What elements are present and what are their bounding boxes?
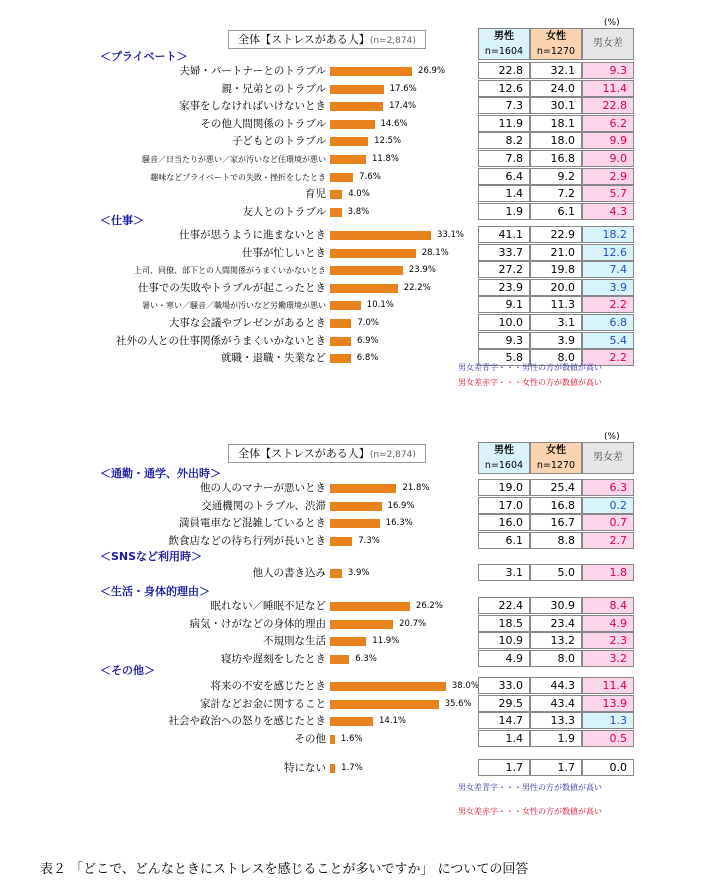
diff-value: 3.2: [582, 650, 634, 667]
bar-value-label: 3.9%: [347, 568, 370, 578]
bar-value-label: 17.6%: [389, 83, 417, 94]
bar: [330, 569, 342, 578]
female-value: 43.4: [530, 695, 582, 712]
female-column-header: [530, 442, 582, 474]
diff-value: 9.9: [582, 132, 634, 149]
row-label: 仕事が忙しいとき: [242, 246, 326, 259]
male-value: 7.8: [478, 150, 530, 167]
male-value: 29.5: [478, 695, 530, 712]
bar-value-label: 14.6%: [380, 118, 408, 129]
male-value: 1.9: [478, 203, 530, 220]
row-label: 仕事での失敗やトラブルが起こったとき: [137, 281, 326, 294]
row-label: 社外の人との仕事関係がうまくいかないとき: [116, 334, 326, 347]
bar: [330, 620, 393, 629]
female-value: 30.1: [530, 97, 582, 114]
male-value: 33.7: [478, 244, 530, 261]
female-value: 24.0: [530, 80, 582, 97]
row-label: 他人の書き込み: [252, 567, 326, 579]
row-label: 友人とのトラブル: [242, 205, 326, 218]
male-value: 33.0: [478, 677, 530, 694]
female-value: 8.0: [530, 650, 582, 667]
male-header-label: 男性: [494, 31, 514, 42]
male-value: 16.0: [478, 514, 530, 531]
table-row: [0, 696, 710, 713]
diff-value: 0.7: [582, 514, 634, 531]
row-label: 眠れない／睡眠不足など: [210, 600, 326, 612]
male-value: 1.4: [478, 730, 530, 747]
table-row: [0, 515, 710, 532]
bar: [330, 337, 351, 346]
female-column-header: [530, 28, 582, 60]
table-row: [0, 186, 710, 203]
row-label: 大事な会議やプレゼンがあるとき: [168, 317, 326, 329]
diff-value: 4.3: [582, 203, 634, 220]
diff-value: 2.2: [582, 296, 634, 313]
bar: [330, 764, 335, 773]
male-value: 11.9: [478, 115, 530, 132]
bar-value-label: 17.4%: [389, 101, 417, 112]
female-value: 16.7: [530, 514, 582, 531]
bar: [330, 602, 410, 611]
female-value: 21.0: [530, 244, 582, 261]
overall-header: [228, 444, 426, 463]
bar: [330, 637, 366, 646]
female-value: 5.0: [530, 564, 582, 581]
diff-value: 3.9: [582, 279, 634, 296]
male-value: 22.4: [478, 597, 530, 614]
female-value: 18.1: [530, 115, 582, 132]
category-label: ＜プライベート＞: [100, 50, 188, 63]
female-value: 9.2: [530, 168, 582, 185]
diff-value: 0.2: [582, 497, 634, 514]
note-red: 男女差赤字・・・女性の方が数値が高い: [458, 807, 602, 816]
male-value: 1.4: [478, 185, 530, 202]
female-value: 8.0: [530, 349, 582, 366]
table-row: [0, 760, 710, 777]
bar: [330, 354, 351, 363]
diff-value: 11.4: [582, 677, 634, 694]
female-value: 30.9: [530, 597, 582, 614]
bar-value-label: 16.9%: [387, 500, 415, 511]
diff-column-header: 男女差: [582, 28, 634, 60]
bar-value-label: 7.0%: [357, 318, 379, 328]
bar-value-label: 28.1%: [421, 247, 449, 258]
male-value: 6.1: [478, 532, 530, 549]
row-label: その他: [294, 732, 326, 745]
diff-value: 11.4: [582, 80, 634, 97]
row-label: 将来の不安を感じたとき: [210, 680, 326, 692]
bar: [330, 655, 349, 664]
male-value: 5.8: [478, 349, 530, 366]
note-blue: 男女差青字・・・男性の方が数値が高い: [458, 363, 602, 372]
overall-header-label: 全体【ストレスがある人】: [238, 447, 370, 460]
diff-value: 1.8: [582, 564, 634, 581]
female-value: 3.9: [530, 332, 582, 349]
table-row: [0, 633, 710, 650]
female-header-n: n=1270: [536, 46, 576, 57]
diff-value: 8.4: [582, 597, 634, 614]
bar-value-label: 7.3%: [358, 535, 380, 546]
diff-value: 4.9: [582, 615, 634, 632]
table-row: [0, 280, 710, 297]
bar-value-label: 16.3%: [385, 518, 413, 529]
male-column-header: [478, 442, 530, 474]
female-value: 8.8: [530, 532, 582, 549]
bar-value-label: 33.1%: [436, 230, 464, 240]
diff-value: 0.0: [582, 759, 634, 776]
bar-value-label: 14.1%: [379, 716, 407, 727]
female-value: 44.3: [530, 677, 582, 694]
overall-header-n: (n=2,874): [369, 450, 416, 460]
bar: [330, 137, 368, 146]
male-value: 19.0: [478, 479, 530, 496]
table-row: [0, 616, 710, 633]
bar-value-label: 6.8%: [356, 353, 379, 364]
diff-value: 13.9: [582, 695, 634, 712]
male-value: 1.7: [478, 759, 530, 776]
bar: [330, 484, 396, 493]
bar: [330, 519, 380, 528]
row-label: 交通機関のトラブル、渋滞: [201, 499, 326, 512]
female-header-label: 女性: [546, 445, 566, 456]
bar: [330, 502, 382, 511]
female-value: 7.2: [530, 185, 582, 202]
female-value: 25.4: [530, 479, 582, 496]
bar: [330, 717, 373, 726]
bar-value-label: 1.7%: [341, 763, 363, 773]
male-value: 14.7: [478, 712, 530, 729]
male-value: 41.1: [478, 226, 530, 243]
table-row: [0, 116, 710, 133]
bar-value-label: 21.8%: [402, 483, 430, 493]
female-value: 16.8: [530, 150, 582, 167]
diff-value: 6.8: [582, 314, 634, 331]
diff-value: 7.4: [582, 261, 634, 278]
male-header-n: n=1604: [484, 46, 524, 57]
bar: [330, 319, 351, 328]
bar: [330, 208, 342, 217]
male-value: 4.9: [478, 650, 530, 667]
diff-value: 5.4: [582, 332, 634, 349]
row-label: 他の人のマナーが悪いとき: [200, 482, 326, 494]
bar-value-label: 20.7%: [399, 618, 427, 629]
bar: [330, 301, 361, 310]
table-row: [0, 227, 710, 244]
male-value: 9.1: [478, 296, 530, 313]
row-label: 病気・けがなどの身体的理由: [189, 617, 326, 630]
table-row: [0, 245, 710, 262]
table-row: [0, 98, 710, 115]
row-label: 満員電車など混雑しているとき: [179, 517, 326, 530]
table-row: [0, 598, 710, 615]
table-row: [0, 678, 710, 695]
row-label: 不規則な生活: [263, 635, 326, 648]
male-value: 22.8: [478, 62, 530, 79]
bar-value-label: 26.2%: [415, 601, 443, 611]
female-header-n: n=1270: [536, 460, 576, 471]
diff-value: 2.2: [582, 349, 634, 366]
table-row: [0, 169, 710, 186]
overall-header: [228, 30, 426, 49]
diff-value: 9.3: [582, 62, 634, 79]
bar: [330, 102, 383, 111]
row-label: 家事をしなければいけないとき: [179, 100, 326, 113]
male-value: 6.4: [478, 168, 530, 185]
male-value: 3.1: [478, 564, 530, 581]
row-label: 暑い・寒い／騒音／職場が汚いなど労働環境が悪い: [142, 301, 326, 311]
bar: [330, 284, 398, 293]
row-label: 飲食店などの待ち行列が長いとき: [168, 534, 326, 547]
female-value: 3.1: [530, 314, 582, 331]
male-column-header: [478, 28, 530, 60]
diff-value: 9.0: [582, 150, 634, 167]
bar-value-label: 3.8%: [347, 206, 370, 217]
female-value: 32.1: [530, 62, 582, 79]
bar: [330, 155, 366, 164]
male-value: 8.2: [478, 132, 530, 149]
female-value: 13.3: [530, 712, 582, 729]
diff-value: 2.9: [582, 168, 634, 185]
table-row: [0, 565, 710, 582]
female-value: 13.2: [530, 632, 582, 649]
bar-value-label: 12.5%: [374, 136, 402, 147]
row-label: 騒音／日当たりが悪い／家が汚いなど住環境が悪い: [142, 155, 326, 164]
row-label: 特にない: [284, 762, 326, 774]
table-row: [0, 480, 710, 497]
bar: [330, 735, 335, 744]
male-value: 9.3: [478, 332, 530, 349]
female-value: 20.0: [530, 279, 582, 296]
diff-value: 2.7: [582, 532, 634, 549]
female-value: 1.7: [530, 759, 582, 776]
bar: [330, 682, 446, 691]
table-row: [0, 498, 710, 515]
bar-value-label: 23.9%: [408, 265, 436, 276]
bar-value-label: 22.2%: [403, 282, 431, 293]
note-blue: 男女差青字・・・男性の方が数値が高い: [458, 783, 602, 792]
table-row: [0, 350, 710, 367]
row-label: 子どもとのトラブル: [231, 135, 326, 148]
table-row: [0, 81, 710, 98]
table-row: [0, 731, 710, 748]
row-label: 夫婦・パートナーとのトラブル: [179, 65, 326, 77]
row-label: 家計などお金に関すること: [200, 697, 326, 710]
bar: [330, 120, 375, 129]
table-row: [0, 63, 710, 80]
diff-value: 12.6: [582, 244, 634, 261]
unit-label: (%): [604, 432, 620, 442]
male-value: 10.9: [478, 632, 530, 649]
category-label: ＜その他＞: [100, 664, 155, 677]
diff-value: 18.2: [582, 226, 634, 243]
bar: [330, 67, 412, 76]
diff-value: 0.5: [582, 730, 634, 747]
table-row: [0, 151, 710, 168]
female-value: 16.8: [530, 497, 582, 514]
bar: [330, 173, 353, 182]
row-label: 上司、同僚、部下との人間関係がうまくいかないとき: [134, 266, 326, 276]
bar-value-label: 7.6%: [359, 171, 381, 182]
female-value: 6.1: [530, 203, 582, 220]
bar-value-label: 11.9%: [372, 636, 400, 647]
bar: [330, 700, 439, 709]
male-value: 7.3: [478, 97, 530, 114]
bar-value-label: 4.0%: [348, 189, 370, 200]
diff-value: 6.3: [582, 479, 634, 496]
row-label: 就職・退職・失業など: [221, 352, 326, 365]
table-row: [0, 297, 710, 314]
male-header-label: 男性: [494, 445, 514, 456]
note-red: 男女差赤字・・・女性の方が数値が高い: [458, 378, 602, 387]
row-label: その他人間関係のトラブル: [200, 117, 326, 130]
diff-value: 22.8: [582, 97, 634, 114]
overall-header-label: 全体【ストレスがある人】: [238, 33, 370, 46]
table-row: [0, 713, 710, 730]
bar-value-label: 35.6%: [444, 698, 472, 709]
bar: [330, 266, 403, 275]
row-label: 寝坊や遅刻をしたとき: [221, 652, 326, 665]
diff-value: 5.7: [582, 185, 634, 202]
male-header-n: n=1604: [484, 460, 524, 471]
bar-value-label: 6.9%: [357, 335, 379, 346]
table-row: [0, 133, 710, 150]
row-label: 親・兄弟とのトラブル: [221, 82, 326, 95]
table-row: [0, 333, 710, 350]
female-value: 18.0: [530, 132, 582, 149]
bar: [330, 85, 384, 94]
bar-value-label: 1.6%: [340, 733, 363, 744]
male-value: 17.0: [478, 497, 530, 514]
bar: [330, 231, 431, 240]
category-label: ＜仕事＞: [100, 214, 144, 227]
category-label: ＜生活・身体的理由＞: [100, 585, 210, 598]
diff-value: 6.2: [582, 115, 634, 132]
female-value: 23.4: [530, 615, 582, 632]
bar: [330, 537, 352, 546]
unit-label: (%): [604, 18, 620, 28]
bar-value-label: 6.3%: [355, 653, 377, 664]
male-value: 27.2: [478, 261, 530, 278]
bar-value-label: 26.9%: [418, 66, 446, 76]
female-value: 1.9: [530, 730, 582, 747]
diff-value: 2.3: [582, 632, 634, 649]
row-label: 趣味などプライベートでの失敗・挫折をしたとき: [150, 172, 326, 182]
row-label: 社会や政治への怒りを感じたとき: [168, 715, 326, 728]
female-value: 11.3: [530, 296, 582, 313]
bar: [330, 249, 416, 258]
male-value: 10.0: [478, 314, 530, 331]
diff-column-header: 男女差: [582, 442, 634, 474]
row-label: 仕事が思うように進まないとき: [179, 229, 326, 241]
male-value: 23.9: [478, 279, 530, 296]
female-header-label: 女性: [546, 31, 566, 42]
bar: [330, 190, 342, 199]
bar-value-label: 11.8%: [371, 154, 399, 164]
row-label: 育児: [305, 188, 326, 201]
overall-header-n: (n=2,874): [369, 36, 416, 46]
bar-value-label: 10.1%: [366, 300, 394, 311]
bar-value-label: 38.0%: [451, 681, 479, 691]
table-row: [0, 315, 710, 332]
male-value: 18.5: [478, 615, 530, 632]
category-label: ＜SNSなど利用時＞: [100, 550, 203, 563]
female-value: 19.8: [530, 261, 582, 278]
figure-caption: 表２ 「どこで、どんなときにストレスを感じることが多いですか」 についての回答: [40, 862, 529, 877]
male-value: 12.6: [478, 80, 530, 97]
category-label: ＜通勤・通学、外出時＞: [100, 467, 221, 480]
table-row: [0, 262, 710, 279]
diff-value: 1.3: [582, 712, 634, 729]
female-value: 22.9: [530, 226, 582, 243]
